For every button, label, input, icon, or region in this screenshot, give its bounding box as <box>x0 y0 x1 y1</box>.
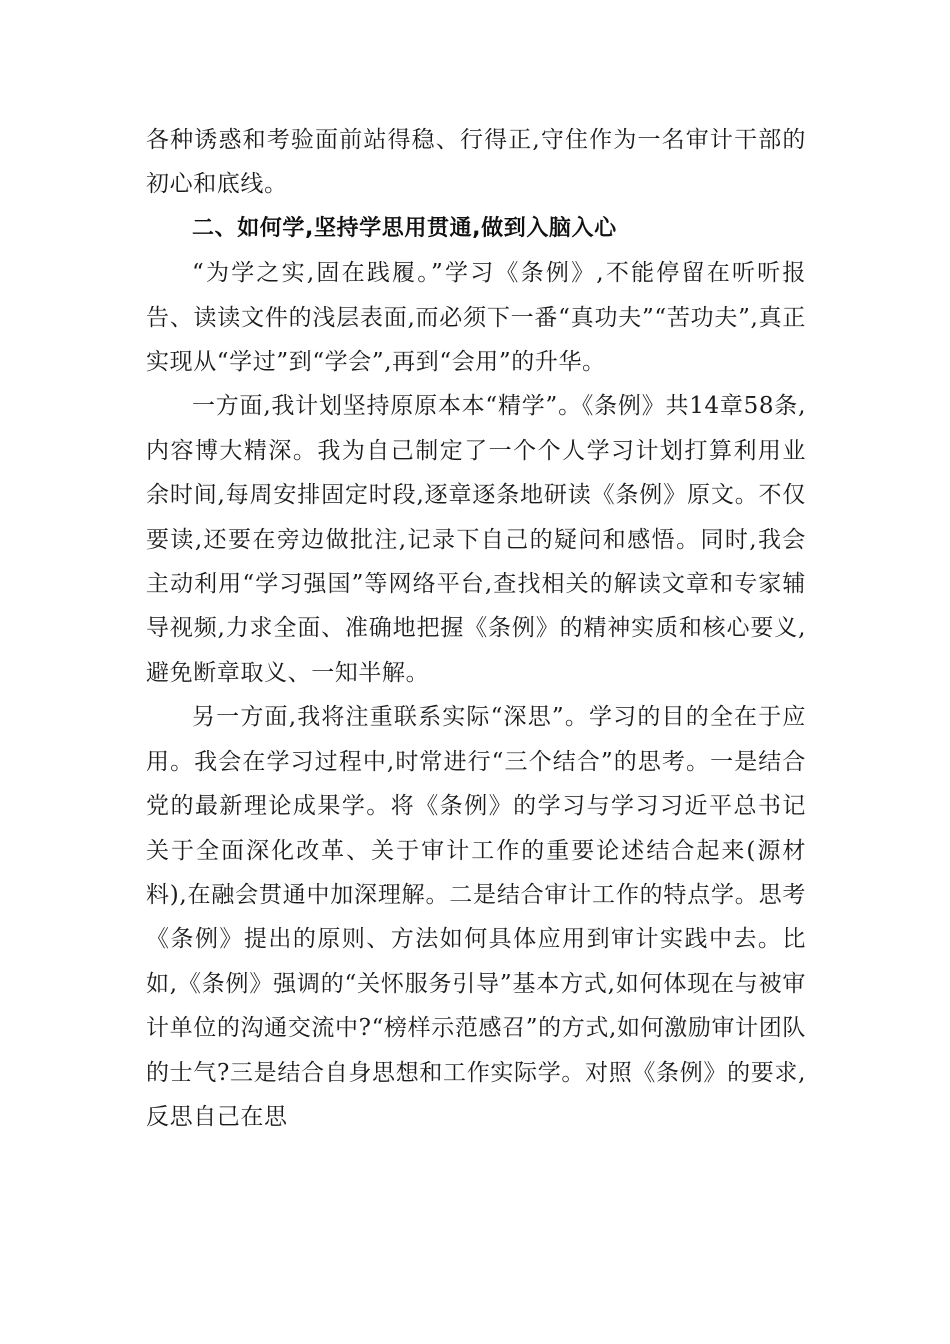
first-aspect-paragraph: 一方面,我计划坚持原原本本“精学”。《条例》共14章58条,内容博大精深。我为自己制定了一个个人学习计划打算利用业余时间,每周安排固定时段,逐章逐条地研读《条例》原文。不仅要读,还要在旁边做批注,记录下自己的疑问和感悟。同时,我会主动利用“学习强国”等网络平台,查找相关的解读文章和专家辅导视频,力求全面、准确地把握《条例》的精神实质和核心要义,避免断章取义、一知半解。 <box>146 393 806 686</box>
quote-paragraph: “为学之实,固在践履。”学习《条例》,不能停留在听听报告、读读文件的浅层表面,而必须下一番“真功夫”“苦功夫”,真正实现从“学过”到“学会”,再到“会用”的升华。 <box>146 260 806 376</box>
continuation-paragraph: 各种诱惑和考验面前站得稳、行得正,守住作为一名审计干部的初心和底线。 <box>146 127 806 198</box>
second-aspect-paragraph: 另一方面,我将注重联系实际“深思”。学习的目的全在于应用。我会在学习过程中,时常进行“三个结合”的思考。一是结合党的最新理论成果学。将《条例》的学习与学习习近平总书记关于全面深化改革、关于审计工作的重要论述结合起来(源材料),在融会贯通中加深理解。二是结合审计工作的特点学。思考《条例》提出的原则、方法如何具体应用到审计实践中去。比如,《条例》强调的“关怀服务引导”基本方式,如何体现在与被审计单位的沟通交流中?“榜样示范感召”的方式,如何激励审计团队的士气?三是结合自身思想和工作实际学。对照《条例》的要求,反思自己在思 <box>146 704 806 1130</box>
section-heading: 二、如何学,坚持学思用贯通,做到入脑入心 <box>192 215 617 241</box>
document-body <box>146 118 806 1139</box>
